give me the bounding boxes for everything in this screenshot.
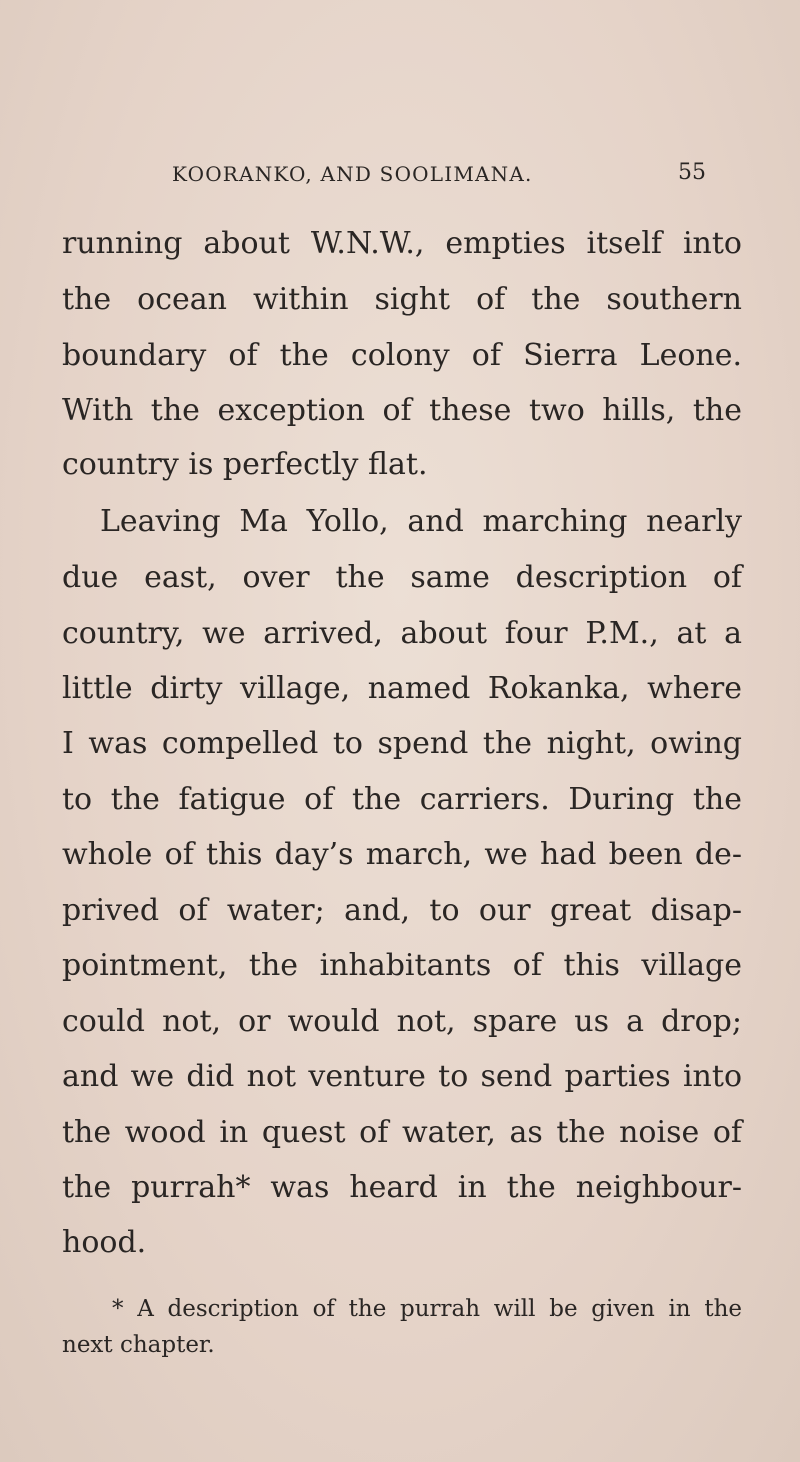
text-line: to the fatigue of the carriers. During the [62, 782, 742, 817]
text-line: and we did not venture to send parties into [62, 1059, 742, 1094]
text-line: the wood in quest of water, as the noise of [62, 1115, 742, 1150]
footnote-line: next chapter. [62, 1332, 215, 1358]
text-line: prived of water; and, to our great disap- [62, 893, 742, 928]
text-line: With the exception of these two hills, the [62, 393, 742, 428]
text-line: the purrah* was heard in the neighbour- [62, 1170, 742, 1205]
running-head: KOORANKO, AND SOOLIMANA. [172, 162, 533, 186]
text-line: whole of this day’s march, we had been de- [62, 837, 742, 872]
text-line: could not, or would not, spare us a drop; [62, 1004, 742, 1039]
text-line: country is perfectly flat. [62, 447, 428, 482]
page-number: 55 [678, 160, 706, 185]
text-line: country, we arrived, about four P.M., at a [62, 616, 742, 651]
text-line: little dirty village, named Rokanka, where [62, 671, 742, 706]
text-line: boundary of the colony of Sierra Leone. [62, 338, 742, 373]
text-line: Leaving Ma Yollo, and marching nearly [100, 504, 742, 539]
text-line: hood. [62, 1225, 147, 1260]
text-line: due east, over the same description of [62, 560, 742, 595]
footnote-line: * A description of the purrah will be given in the [112, 1296, 742, 1322]
text-line: I was compelled to spend the night, owing [62, 726, 742, 761]
text-line: running about W.N.W., empties itself into [62, 226, 742, 261]
text-line: pointment, the inhabitants of this village [62, 948, 742, 983]
page-header [0, 162, 800, 192]
text-line: the ocean within sight of the southern [62, 282, 742, 317]
